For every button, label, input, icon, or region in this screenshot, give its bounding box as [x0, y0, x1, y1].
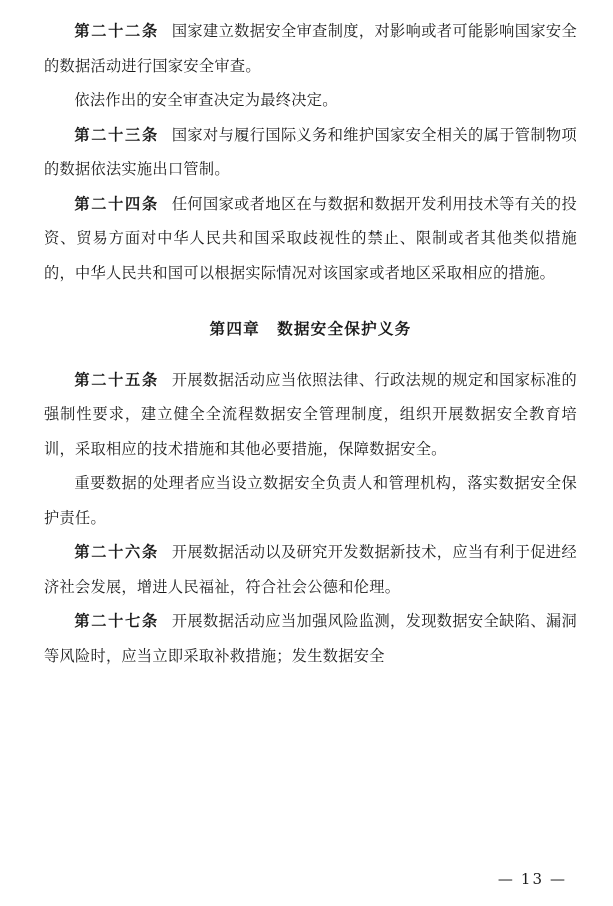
article-text: 国家建立数据安全审查制度，对影响或者可能影响国家安全的数据活动进行国家安全审查。 [44, 22, 577, 75]
footer-left-dash: — [497, 870, 515, 888]
article-text: 国家对与履行国际义务和维护国家安全相关的属于管制物项的数据依法实施出口管制。 [44, 125, 577, 178]
paragraph-text: 重要数据的处理者应当设立数据安全负责人和管理机构，落实数据安全保护责任。 [44, 474, 577, 527]
article-label: 第二十七条 [74, 612, 159, 630]
chapter-title: 数据安全保护义务 [277, 319, 412, 338]
article-paragraph [44, 363, 577, 467]
paragraph-text: 依法作出的安全审查决定为最终决定。 [74, 91, 338, 109]
article-paragraph [44, 187, 577, 291]
page-footer [0, 870, 573, 888]
plain-paragraph [44, 466, 577, 535]
article-text: 开展数据活动应当依照法律、行政法规的规定和国家标准的强制性要求，建立健全全流程数据安全管理制度，组织开展数据安全教育培训，采取相应的技术措施和其他必要措施，保障数据安全。 [44, 370, 577, 458]
article-label: 第二十二条 [74, 22, 159, 40]
chapter-number: 第四章 [209, 319, 260, 338]
article-text: 开展数据活动以及研究开发数据新技术，应当有利于促进经济社会发展，增进人民福祉，符合社会公德和伦理。 [44, 543, 577, 596]
article-paragraph [44, 535, 577, 604]
chapter-heading [44, 312, 577, 347]
article-text: 开展数据活动应当加强风险监测，发现数据安全缺陷、漏洞等风险时，应当立即采取补救措施；发生数据安全 [44, 612, 577, 665]
article-label: 第二十六条 [74, 543, 159, 561]
article-label: 第二十五条 [74, 370, 159, 389]
article-label: 第二十三条 [74, 125, 159, 144]
page-number: 13 [520, 870, 544, 888]
article-label: 第二十四条 [74, 194, 159, 213]
article-paragraph [44, 14, 577, 83]
article-text: 任何国家或者地区在与数据和数据开发利用技术等有关的投资、贸易方面对中华人民共和国采取歧视性的禁止、限制或者其他类似措施的，中华人民共和国可以根据实际情况对该国家或者地区采取相应的措施。 [44, 194, 577, 282]
footer-right-dash: — [550, 870, 567, 888]
article-paragraph [44, 604, 577, 673]
document-body [44, 14, 577, 673]
article-paragraph [44, 118, 577, 187]
plain-paragraph [44, 83, 577, 118]
